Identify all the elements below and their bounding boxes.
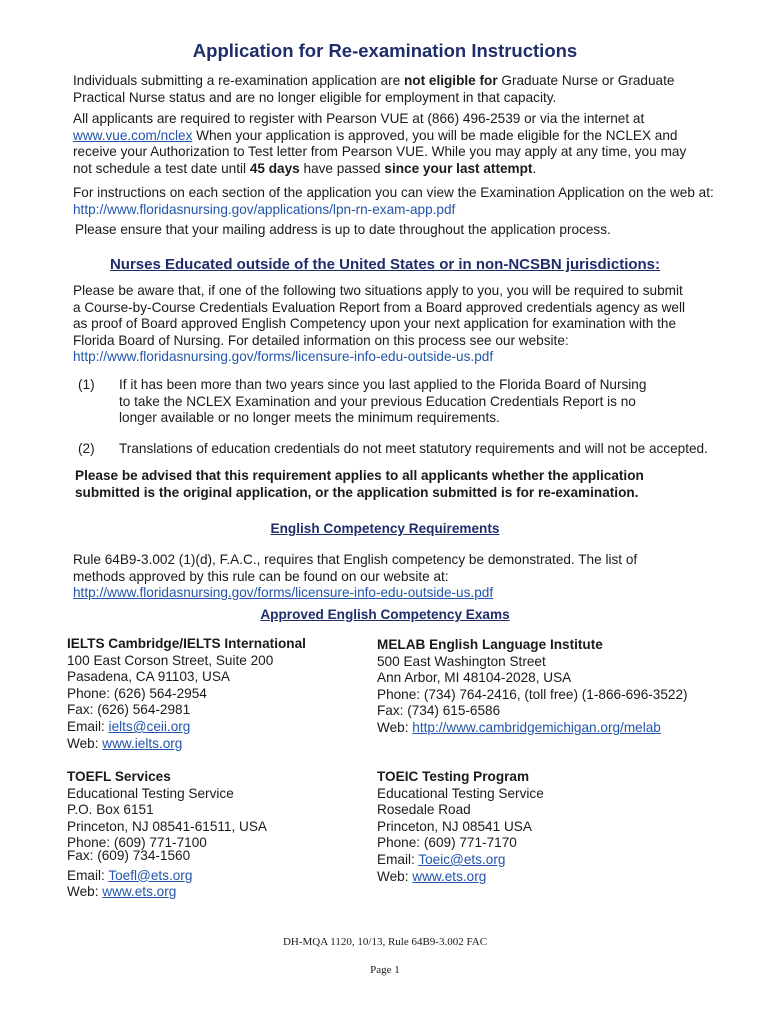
intro-paragraph-instructions: For instructions on each section of the application you can view the Examination Application on the web at: http://www.floridasnursing.gov/applications/lpn-rn-exam-app.pdf — [73, 185, 714, 217]
toeic-block — [377, 769, 544, 885]
page-number: Page 1 — [370, 964, 400, 976]
melab-address-line1: 500 East Washington Street — [377, 653, 546, 669]
melab-web-link[interactable]: http://www.cambridgemichigan.org/melab — [412, 719, 661, 735]
item-1-number: (1) — [78, 377, 95, 392]
toefl-address-line3: Princeton, NJ 08541-61511, USA — [67, 818, 267, 834]
intro-paragraph-mailing-address: Please ensure that your mailing address is up to date throughout the application process. — [75, 222, 611, 237]
english-competency-link[interactable]: http://www.floridasnursing.gov/forms/licensure-info-edu-outside-us.pdf — [73, 585, 494, 600]
toefl-email-link[interactable]: Toefl@ets.org — [108, 867, 193, 883]
toeic-web-row: Web: www.ets.org — [377, 868, 487, 884]
page-title: Application for Re-examination Instructions — [192, 40, 578, 61]
toeic-web-link[interactable]: www.ets.org — [412, 868, 487, 884]
toefl-address-line1: Educational Testing Service — [67, 785, 234, 801]
english-competency-paragraph: Rule 64B9-3.002 (1)(d), F.A.C., requires that English competency be demonstrated. The list of methods approved by this rule can be found on our website at: http://www.floridasnursing.gov/forms/licensure-info-edu-outside-us.pdf — [73, 552, 638, 600]
toefl-address-line2: P.O. Box 6151 — [67, 802, 154, 818]
english-competency-heading: English Competency Requirements — [270, 521, 500, 536]
ielts-phone: Phone: (626) 564-2954 — [67, 685, 207, 701]
melab-phone: Phone: (734) 764-2416, (toll free) (1-866-696-3522) — [377, 686, 688, 702]
pearson-vue-link[interactable]: www.vue.com/nclex — [73, 127, 193, 143]
toeic-email-row: Email: Toeic@ets.org — [377, 851, 506, 867]
toefl-web-row: Web: www.ets.org — [67, 884, 177, 900]
melab-name: MELAB English Language Institute — [377, 637, 603, 652]
toefl-email-row: Email: Toefl@ets.org — [67, 867, 193, 883]
outside-us-heading: Nurses Educated outside of the United States or in non-NCSBN jurisdictions: — [109, 256, 661, 273]
form-identifier: DH-MQA 1120, 10/13, Rule 64B9-3.002 FAC — [282, 936, 488, 948]
toeic-email-link[interactable]: Toeic@ets.org — [418, 851, 506, 867]
exam-application-link[interactable]: http://www.floridasnursing.gov/applications/lpn-rn-exam-app.pdf — [73, 201, 456, 217]
toefl-fax: Fax: (609) 734-1560 — [67, 847, 191, 863]
outside-us-info-link[interactable]: http://www.floridasnursing.gov/forms/licensure-info-edu-outside-us.pdf — [73, 349, 494, 364]
intro-paragraph-eligibility: Individuals submitting a re-examination application are not eligible for Graduate Nurse or Graduate Practical Nurse status and are no longer eligible for employment in that capacity. — [73, 73, 675, 105]
item-1-text: If it has been more than two years since you last applied to the Florida Board of Nursing to take the NCLEX Examination and your previous Education Credentials Report is no longer available or no longer meets the minimum requirements. — [119, 377, 647, 425]
ielts-block — [67, 636, 306, 752]
melab-address-line2: Ann Arbor, MI 48104-2028, USA — [377, 670, 572, 686]
intro-paragraph-registration: All applicants are required to register with Pearson VUE at (866) 496-2539 or via the internet at www.vue.com/nclex When your application is approved, you will be made eligible for the NCLEX and receive your Authorization to Test letter from Pearson VUE. While you may apply at any time, you may not schedule a test date until 45 days have passed since your last attempt. — [73, 111, 687, 176]
toefl-block — [67, 769, 267, 901]
ielts-email-row: Email: ielts@ceii.org — [67, 718, 191, 734]
ielts-web-link[interactable]: www.ielts.org — [102, 735, 183, 751]
approved-exams-heading: Approved English Competency Exams — [260, 607, 510, 622]
toeic-phone: Phone: (609) 771-7170 — [377, 835, 517, 851]
ielts-name: IELTS Cambridge/IELTS International — [67, 636, 306, 651]
applicants-notice: Please be advised that this requirement applies to all applicants whether the application submitted is the original application, or the application submitted is for re-examination. — [75, 468, 644, 500]
toefl-web-link[interactable]: www.ets.org — [102, 884, 177, 900]
melab-fax: Fax: (734) 615-6586 — [377, 703, 501, 719]
ielts-address-line1: 100 East Corson Street, Suite 200 — [67, 652, 274, 668]
toefl-phone: Phone: (609) 771-7100 — [67, 835, 207, 851]
toeic-name: TOEIC Testing Program — [377, 769, 530, 784]
ielts-address-line2: Pasadena, CA 91103, USA — [67, 669, 230, 685]
melab-block — [377, 637, 688, 737]
toeic-address-line2: Rosedale Road — [377, 802, 471, 818]
ielts-fax: Fax: (626) 564-2981 — [67, 702, 191, 718]
ielts-email-link[interactable]: ielts@ceii.org — [108, 718, 191, 734]
outside-us-paragraph: Please be aware that, if one of the following two situations apply to you, you will be required to submit a Course-by-Course Credentials Evaluation Report from a Board approved credentials agency as well as proof of Board approved English Competency upon your next application for examination with the Florida Board of Nursing. For detailed information on this process see our website: http://www.floridasnursing.gov/forms/licensure-info-edu-outside-us.pdf — [73, 283, 686, 364]
toefl-name: TOEFL Services — [67, 769, 171, 784]
ielts-web-row: Web: www.ielts.org — [67, 735, 183, 751]
melab-web-row: Web: http://www.cambridgemichigan.org/melab — [377, 719, 661, 735]
item-2-text: Translations of education credentials do not meet statutory requirements and will not be accepted. — [119, 441, 708, 456]
toeic-address-line1: Educational Testing Service — [377, 785, 544, 801]
item-2-number: (2) — [78, 441, 95, 456]
toeic-address-line3: Princeton, NJ 08541 USA — [377, 818, 532, 834]
